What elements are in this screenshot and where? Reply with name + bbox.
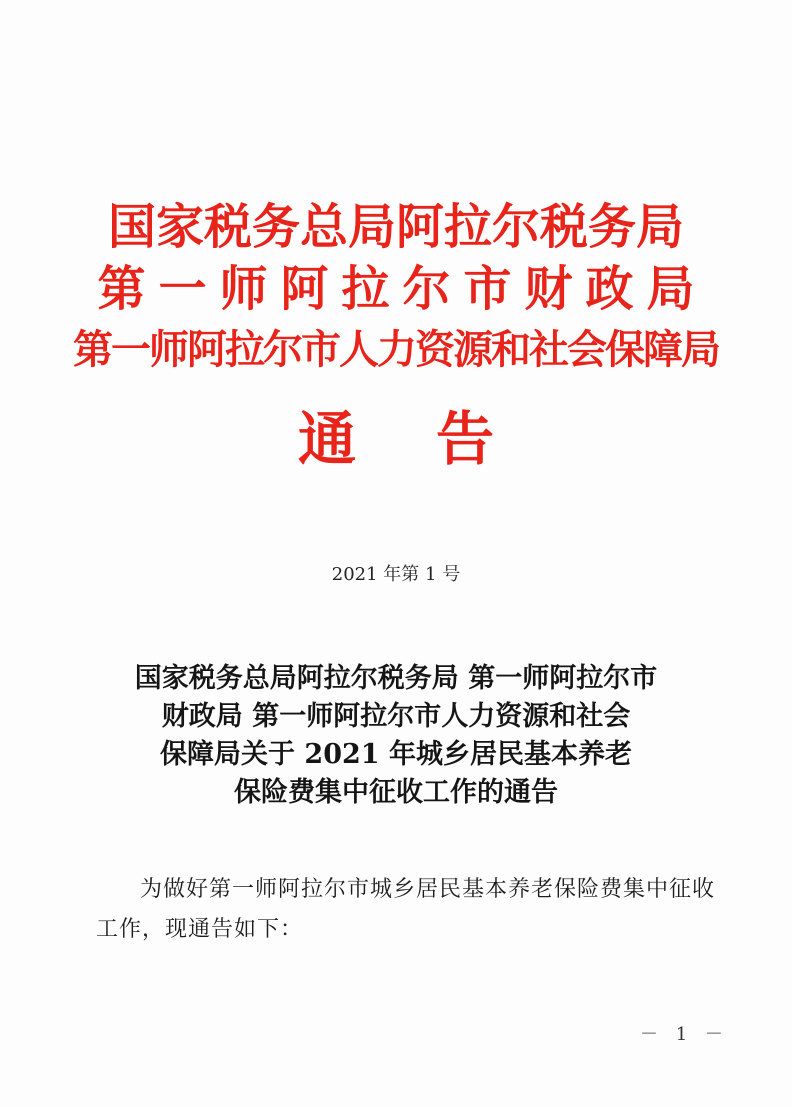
document-title-line-3: 保障局关于 2021 年城乡居民基本养老: [160, 739, 632, 770]
notice-heading-char-1: 通: [297, 405, 356, 473]
document-number: 2021 年第 1 号: [331, 564, 461, 585]
body-paragraph-line-2: 工作，现通告如下：: [96, 917, 304, 942]
document-title-line-1: 国家税务总局阿拉尔税务局 第一师阿拉尔市: [134, 663, 658, 694]
body-paragraph-line-1: 为做好第一师阿拉尔市城乡居民基本养老保险费集中征收: [140, 877, 716, 902]
issuer-hr-social-security-bureau: 第一师阿拉尔市人力资源和社会保障局: [73, 326, 719, 373]
notice-heading: [0, 392, 792, 476]
issuer-finance-bureau: 第一师阿拉尔市财政局: [97, 261, 708, 317]
document-title: [60, 660, 732, 812]
document-title-line-2: 财政局 第一师阿拉尔市人力资源和社会: [161, 701, 631, 732]
notice-heading-char-2: 告: [436, 405, 495, 473]
issuer-tax-bureau: 国家税务总局阿拉尔税务局: [107, 199, 684, 255]
page-number: － 1 －: [640, 1024, 729, 1045]
document-title-line-4: 保险费集中征收工作的通告: [234, 777, 558, 808]
